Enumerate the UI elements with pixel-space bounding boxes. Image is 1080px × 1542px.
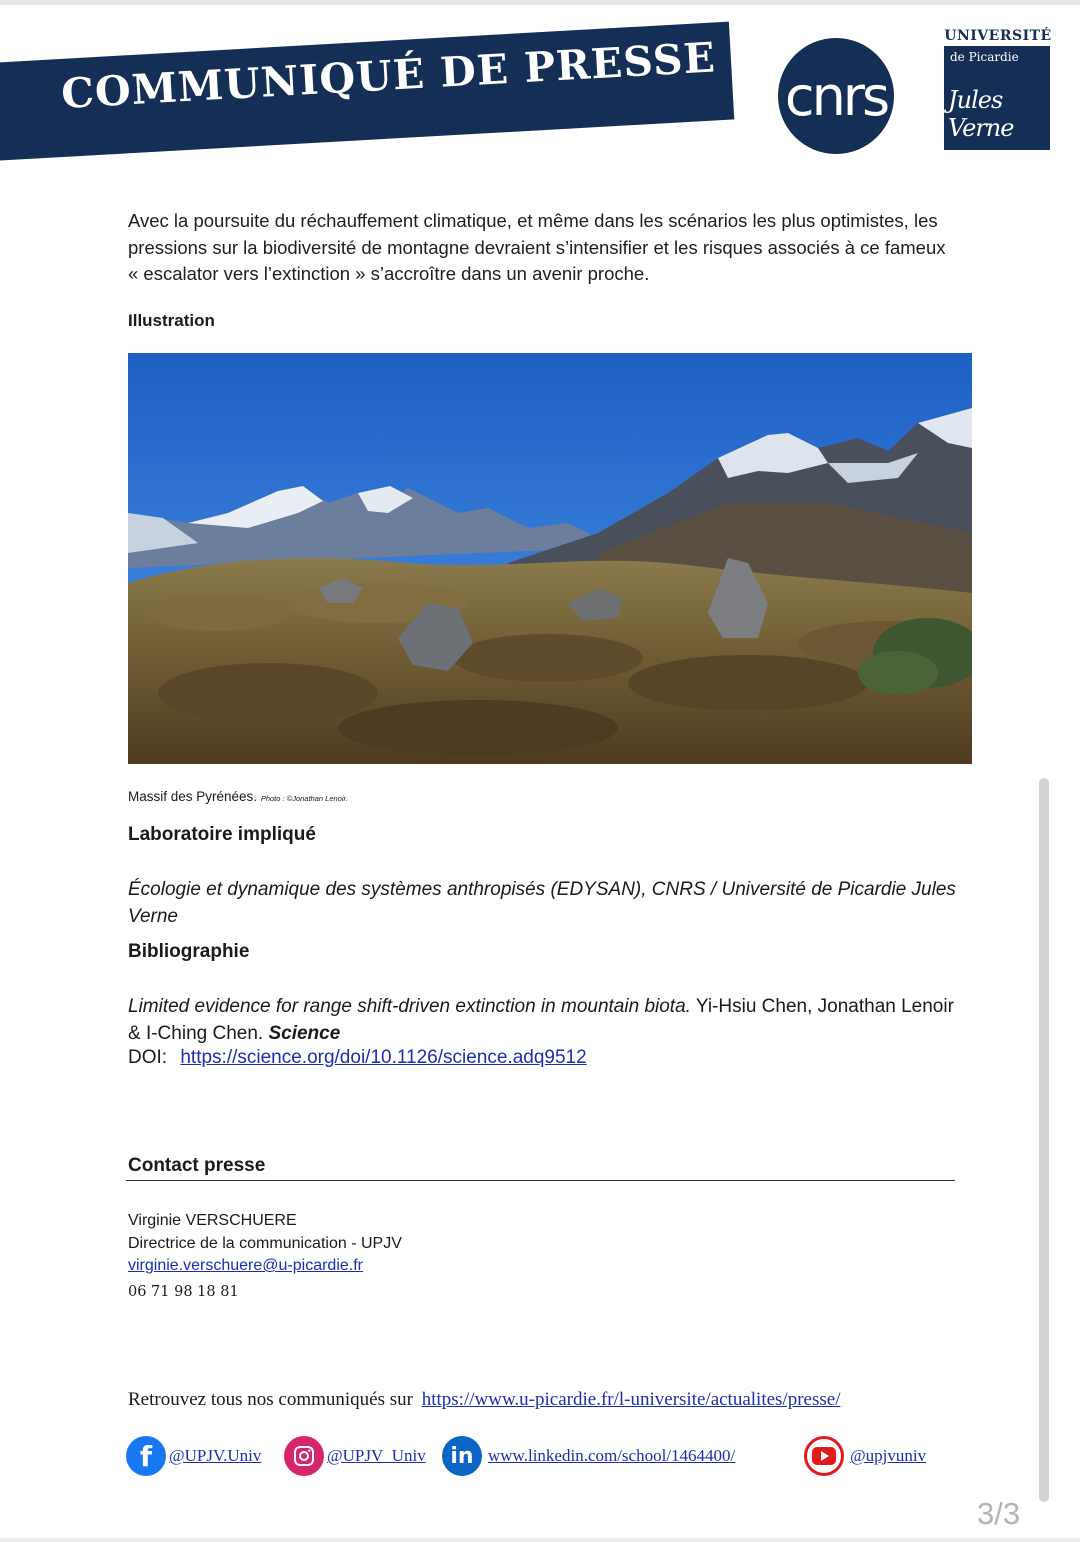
press-releases-link[interactable]: https://www.u-picardie.fr/l-universite/actualites/presse/ xyxy=(421,1389,841,1410)
document-scrollbar[interactable] xyxy=(1039,778,1049,1502)
mountain-photo xyxy=(128,353,972,764)
facebook-link[interactable]: @UPJV.Univ xyxy=(169,1446,262,1465)
doi-line xyxy=(128,1047,587,1069)
article-title: Limited evidence for range shift-driven extinction in mountain biota. xyxy=(128,996,691,1017)
youtube-link[interactable]: @upjvuniv xyxy=(850,1446,927,1465)
upjv-logo-de: de Picardie xyxy=(950,50,1019,64)
contact-email-link[interactable]: virginie.verschuere@u-picardie.fr xyxy=(128,1257,363,1274)
cnrs-logo xyxy=(778,38,894,154)
bottom-border xyxy=(0,1538,1080,1542)
laboratoire-text: Écologie et dynamique des systèmes anthropisés (EDYSAN), CNRS / Université de Picardie Jules Verne xyxy=(128,879,956,927)
photo-caption xyxy=(128,789,348,804)
contact-divider xyxy=(126,1180,955,1181)
contact-name: Virginie VERSCHUERE xyxy=(128,1212,297,1229)
cnrs-logo-text: cnrs xyxy=(784,64,888,128)
bibliographie-heading: Bibliographie xyxy=(128,941,250,962)
linkedin-social xyxy=(442,1436,735,1476)
laboratoire-heading: Laboratoire impliqué xyxy=(128,824,316,845)
contact-role: Directrice de la communication - UPJV xyxy=(128,1234,402,1252)
bibliographie-reference xyxy=(128,994,958,1047)
upjv-logo-top: UNIVERSITÉ xyxy=(944,28,1052,44)
contact-block xyxy=(128,1210,402,1303)
upjv-logo xyxy=(944,28,1052,152)
instagram-link[interactable]: @UPJV_Univ xyxy=(327,1446,426,1465)
doi-label: DOI: xyxy=(128,1047,168,1068)
page-indicator: 3/3 xyxy=(977,1496,1021,1531)
photo-caption-text: Massif des Pyrénées. xyxy=(128,789,258,804)
article-journal: Science xyxy=(268,1022,341,1044)
press-releases-text: Retrouvez tous nos communiqués sur xyxy=(128,1389,413,1410)
page-title: COMMUNIQUÉ DE PRESSE xyxy=(60,33,717,118)
instagram-icon xyxy=(284,1436,324,1476)
youtube-icon xyxy=(804,1436,844,1476)
doi-link[interactable]: https://science.org/doi/10.1126/science.adq9512 xyxy=(180,1047,587,1068)
intro-paragraph: Avec la poursuite du réchauffement climatique, et même dans les scénarios les plus optimistes, les pressions sur la biodiversité de montagne devraient s’intensifier et les risques associés à ce fameux « escalator vers l’extinction » s’accroître dans un avenir proche. xyxy=(128,210,946,284)
facebook-icon: f xyxy=(126,1436,166,1476)
youtube-social xyxy=(804,1436,926,1476)
linkedin-link[interactable]: www.linkedin.com/school/1464400/ xyxy=(488,1446,736,1465)
illustration-heading: Illustration xyxy=(128,311,215,330)
instagram-glyph xyxy=(292,1444,316,1468)
press-releases-line xyxy=(128,1389,840,1411)
upjv-logo-box xyxy=(944,46,1050,150)
contact-heading: Contact presse xyxy=(128,1155,266,1176)
youtube-glyph xyxy=(812,1447,836,1465)
top-border xyxy=(0,0,1080,5)
mountain-photo-svg xyxy=(128,353,972,764)
facebook-social xyxy=(126,1436,261,1476)
photo-credit: Photo : ©Jonathan Lenoir. xyxy=(260,794,348,803)
article-authors: Yi-Hsiu Chen, Jonathan Lenoir & I-Ching Chen. xyxy=(128,996,954,1044)
contact-phone: 06 71 98 18 81 xyxy=(128,1283,239,1300)
upjv-logo-script: Jules Verne xyxy=(948,86,1014,142)
instagram-social xyxy=(284,1436,426,1476)
linkedin-icon: in xyxy=(442,1436,482,1476)
